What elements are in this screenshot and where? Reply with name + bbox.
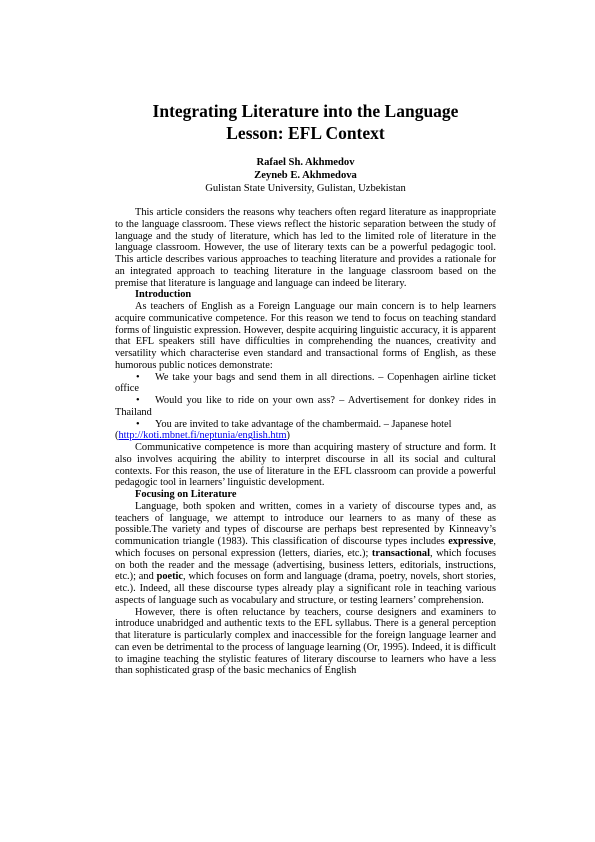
- text-run: Language, both spoken and written, comes in a variety of discourse types and, as teachers of language, we attempt to introduce our learners to as many of these as possible.The variety and types of discourse are perhaps best represented by Kinneavy’s communication triangle (1983). This classification of discourse types includes: [115, 500, 496, 547]
- url-line: [115, 430, 496, 442]
- title-line-1: Integrating Literature into the Language: [152, 101, 459, 121]
- body-paragraph: However, there is often reluctance by teachers, course designers and examiners to introduce unabridged and authentic texts to the EFL syllabus. There is a general perception that literature is particularly complex and inaccessible for the foreign language learner and can even be detrimental to the process of language learning (Or, 1995). Indeed, it is difficult to imagine teaching the stylistic features of literary discourse to learners who have a less than sophisticated grasp of the basic mechanics of English: [115, 606, 496, 677]
- text-run: , which focuses on form and language (drama, poetry, novels, short stories, etc.). Indeed, all these discourse types already play a significant role in teaching various aspects of language such as vocabulary and structure, or testing learners’ comprehension.: [115, 571, 496, 606]
- text-run: , which focuses on personal expression (letters, diaries, etc.);: [115, 536, 496, 559]
- bullet-item: [115, 419, 496, 431]
- paper-body: [115, 207, 496, 677]
- term-poetic: poetic: [156, 571, 184, 583]
- term-expressive: expressive: [448, 536, 494, 547]
- body-paragraph: As teachers of English as a Foreign Language our main concern is to help learners acquire communicative competence. For this reason we tend to focus on teaching standard forms of linguistic expression. However, despite acquiring linguistic accuracy, it is apparent that EFL speakers still have difficulties in comprehending the nuances, creativity and versatility which characterise even standard and transactional forms of English, as these humorous public notices demonstrate:: [115, 301, 496, 371]
- bullet-text: We take your bags and send them in all directions. – Copenhagen airline ticket office: [115, 371, 496, 395]
- source-link[interactable]: http://koti.mbnet.fi/neptunia/english.htm: [118, 430, 287, 442]
- bullet-item: [115, 395, 496, 419]
- author-name: Rafael Sh. Akhmedov: [256, 157, 355, 168]
- paren-open: (: [115, 430, 119, 442]
- bullet-icon: •: [136, 371, 140, 383]
- affiliation: Gulistan State University, Gulistan, Uzbekistan: [205, 183, 406, 194]
- section-heading-introduction: Introduction: [135, 289, 192, 301]
- bullet-icon: •: [136, 418, 140, 430]
- author-block: [115, 156, 496, 195]
- bullet-item: [115, 372, 496, 396]
- text-run: , which focuses on both the reader and the message (advertising, business letters, editorials, instructions, etc.); and: [115, 547, 496, 583]
- body-paragraph: Communicative competence is more than acquiring mastery of structure and form. It also involves acquiring the ability to interpret discourse in all its social and cultural contexts. For this reason, the use of literature in the EFL classroom can provide a powerful pedagogic tool in learners’ linguistic development.: [115, 442, 496, 489]
- author-name: Zeyneb E. Akhmedova: [254, 170, 357, 181]
- paper-title: [115, 100, 496, 144]
- body-paragraph: [115, 501, 496, 607]
- bullet-icon: •: [136, 395, 140, 406]
- title-line-2: Lesson: EFL Context: [226, 123, 385, 143]
- term-transactional: transactional: [371, 547, 430, 559]
- paren-close: ): [286, 430, 290, 442]
- bullet-text: You are invited to take advantage of the chambermaid. – Japanese hotel: [155, 418, 452, 430]
- section-heading-focusing: Focusing on Literature: [135, 489, 237, 500]
- bullet-text: Would you like to ride on your own ass? – Advertisement for donkey rides in Thailand: [115, 395, 496, 418]
- abstract-paragraph: This article considers the reasons why teachers often regard literature as inappropriate to the language classroom. These views reflect the historic separation between the study of language and the study of literature, which has led to the limited role of literature in the language classroom. However, the use of literary texts can be a powerful pedagogic tool. This article describes various approaches to teaching literature and provides a rationale for an integrated approach to teaching literature in the language classroom based on the premise that literature is language and language can indeed be literary.: [115, 207, 496, 289]
